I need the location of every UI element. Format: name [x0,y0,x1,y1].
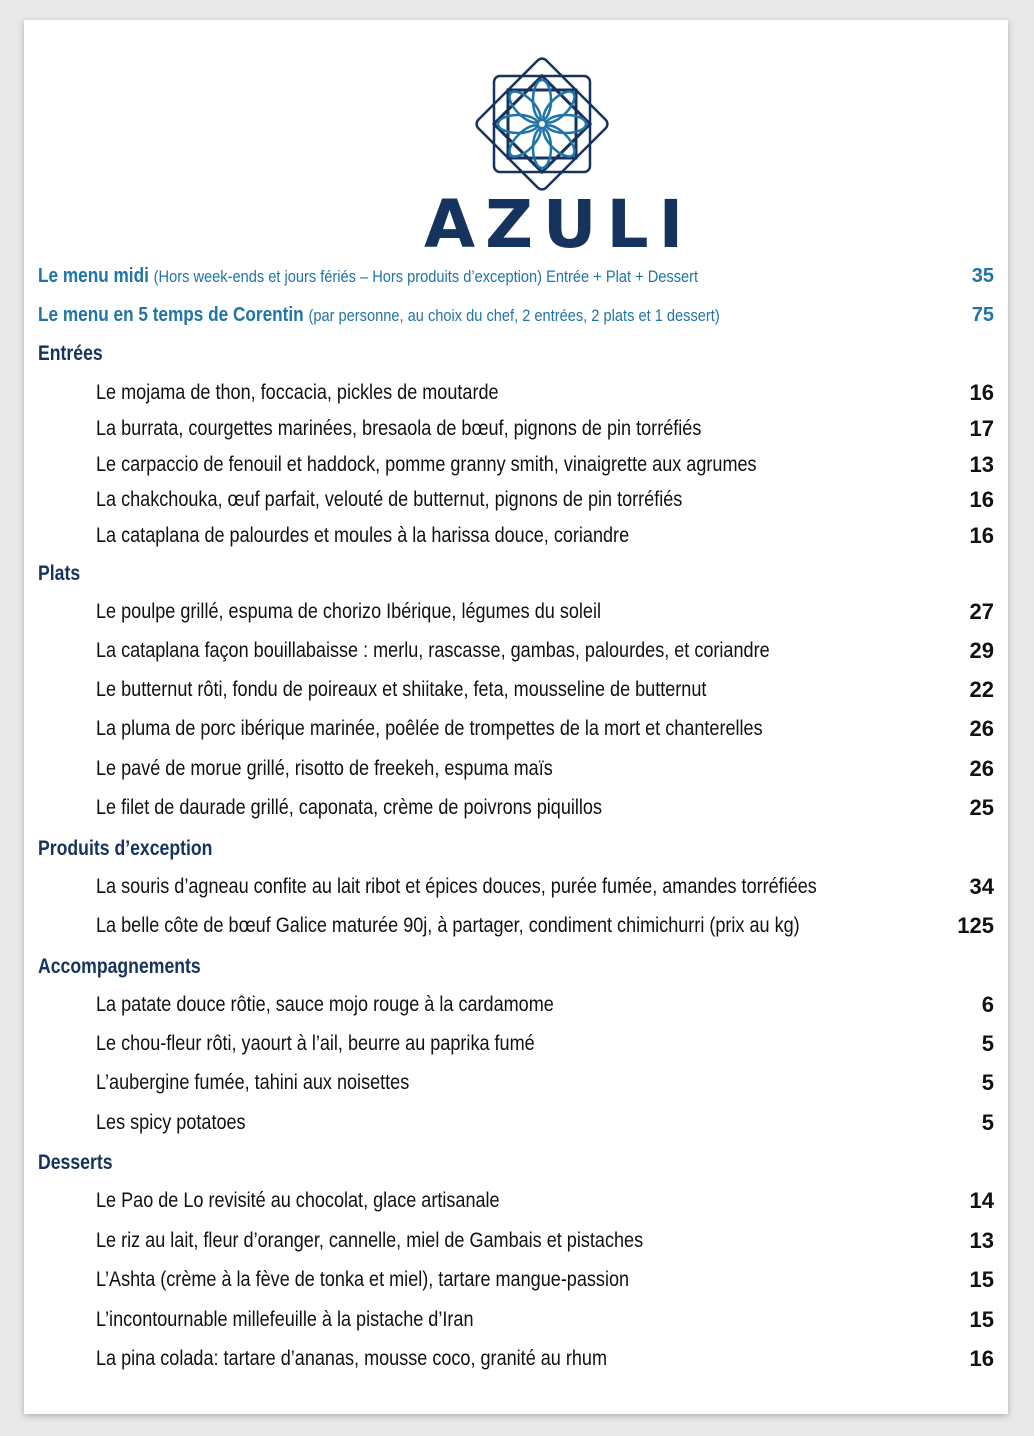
item-price: 5 [981,1070,994,1095]
menu-item [24,987,1008,1023]
item-label: La belle côte de bœuf Galice maturée 90j, à partager, condiment chimichurri (prix au kg) [96,914,800,937]
section-title-accompagnements: Accompagnements [38,955,201,978]
item-label: Le Pao de Lo revisité au chocolat, glace artisanale [96,1189,500,1212]
item-price: 14 [969,1188,994,1213]
item-label: La cataplana de palourdes et moules à la harissa douce, coriandre [96,524,630,547]
item-price: 16 [969,380,994,405]
menu-item [24,1183,1008,1219]
menu-item [24,375,1008,411]
section-title-produits-exception: Produits d’exception [38,837,213,860]
item-price: 26 [969,756,994,781]
item-price: 26 [969,716,994,741]
item-label: Le mojama de thon, foccacia, pickles de moutarde [96,381,499,404]
item-price: 13 [969,1228,994,1253]
menu-midi-row [24,258,1008,294]
item-price: 29 [969,638,994,663]
item-label: La chakchouka, œuf parfait, velouté de butternut, pignons de pin torréfiés [96,488,683,511]
menu-item [24,594,1008,630]
section-title-desserts: Desserts [38,1151,113,1174]
item-label: L’incontournable millefeuille à la pistache d’Iran [96,1308,474,1331]
menu-item [24,790,1008,826]
menu-5-temps-label [38,297,720,334]
menu-item [24,1262,1008,1298]
item-price: 5 [981,1031,994,1056]
item-price: 15 [969,1307,994,1332]
menu-item [24,518,1008,554]
menu-midi-price: 35 [971,265,994,287]
menu-item [24,1105,1008,1141]
item-label: La souris d’agneau confite au lait ribot et épices douces, purée fumée, amandes torréfiées [96,875,817,898]
item-label: Le chou-fleur rôti, yaourt à l’ail, beurre au paprika fumé [96,1032,535,1055]
menu-item [24,1065,1008,1101]
item-price: 6 [981,992,994,1017]
menu-item [24,411,1008,447]
item-label: L’aubergine fumée, tahini aux noisettes [96,1071,410,1094]
brand-name: AZULI [424,186,694,263]
item-label: Les spicy potatoes [96,1111,246,1134]
section-title-plats: Plats [38,562,81,585]
item-price: 34 [969,874,994,899]
item-price: 16 [969,487,994,512]
menu-item [24,751,1008,787]
item-label: La pina colada: tartare d’ananas, mousse coco, granité au rhum [96,1347,608,1370]
item-price: 17 [969,416,994,441]
menu-item [24,869,1008,905]
item-price: 5 [981,1110,994,1135]
item-price: 125 [957,913,994,938]
item-label: Le pavé de morue grillé, risotto de freekeh, espuma maïs [96,757,553,780]
menu-item [24,1026,1008,1062]
menu-item [24,1223,1008,1259]
menu-page [24,20,1008,1414]
menu-item [24,1302,1008,1338]
rosette-logo-icon [472,54,612,194]
item-label: La burrata, courgettes marinées, bresaola de bœuf, pignons de pin torréfiés [96,417,702,440]
item-price: 22 [969,677,994,702]
menu-item [24,711,1008,747]
item-price: 15 [969,1267,994,1292]
item-label: Le butternut rôti, fondu de poireaux et shiitake, feta, mousseline de butternut [96,678,707,701]
menu-item [24,1341,1008,1377]
item-label: Le filet de daurade grillé, caponata, crème de poivrons piquillos [96,796,602,819]
menu-item [24,482,1008,518]
item-price: 27 [969,599,994,624]
item-label: Le carpaccio de fenouil et haddock, pomme granny smith, vinaigrette aux agrumes [96,453,757,476]
item-price: 13 [969,452,994,477]
menu-5-temps-title: Le menu en 5 temps de Corentin [38,304,304,326]
item-price: 25 [969,795,994,820]
menu-item [24,447,1008,483]
menu-item [24,672,1008,708]
menu-midi-label [38,258,698,295]
menu-5-temps-note: (par personne, au choix du chef, 2 entrées, 2 plats et 1 dessert) [308,306,720,325]
item-label: La pluma de porc ibérique marinée, poêlée de trompettes de la mort et chanterelles [96,717,763,740]
menu-5-temps-row [24,297,1008,333]
menu-5-temps-price: 75 [971,304,994,326]
menu-item [24,908,1008,944]
menu-midi-note: (Hors week-ends et jours fériés – Hors produits d’exception) Entrée + Plat + Dessert [153,267,699,286]
item-price: 16 [969,1346,994,1371]
item-label: La cataplana façon bouillabaisse : merlu, rascasse, gambas, palourdes, et coriandre [96,639,770,662]
item-label: La patate douce rôtie, sauce mojo rouge à la cardamome [96,993,554,1016]
item-label: Le poulpe grillé, espuma de chorizo Ibérique, légumes du soleil [96,600,601,623]
item-label: Le riz au lait, fleur d’oranger, cannelle, miel de Gambais et pistaches [96,1229,644,1252]
item-price: 16 [969,523,994,548]
item-label: L’Ashta (crème à la fève de tonka et miel), tartare mangue-passion [96,1268,630,1291]
section-title-entrees: Entrées [38,342,103,365]
menu-item [24,633,1008,669]
menu-midi-title: Le menu midi [38,265,149,287]
azuli-logo [424,54,694,274]
